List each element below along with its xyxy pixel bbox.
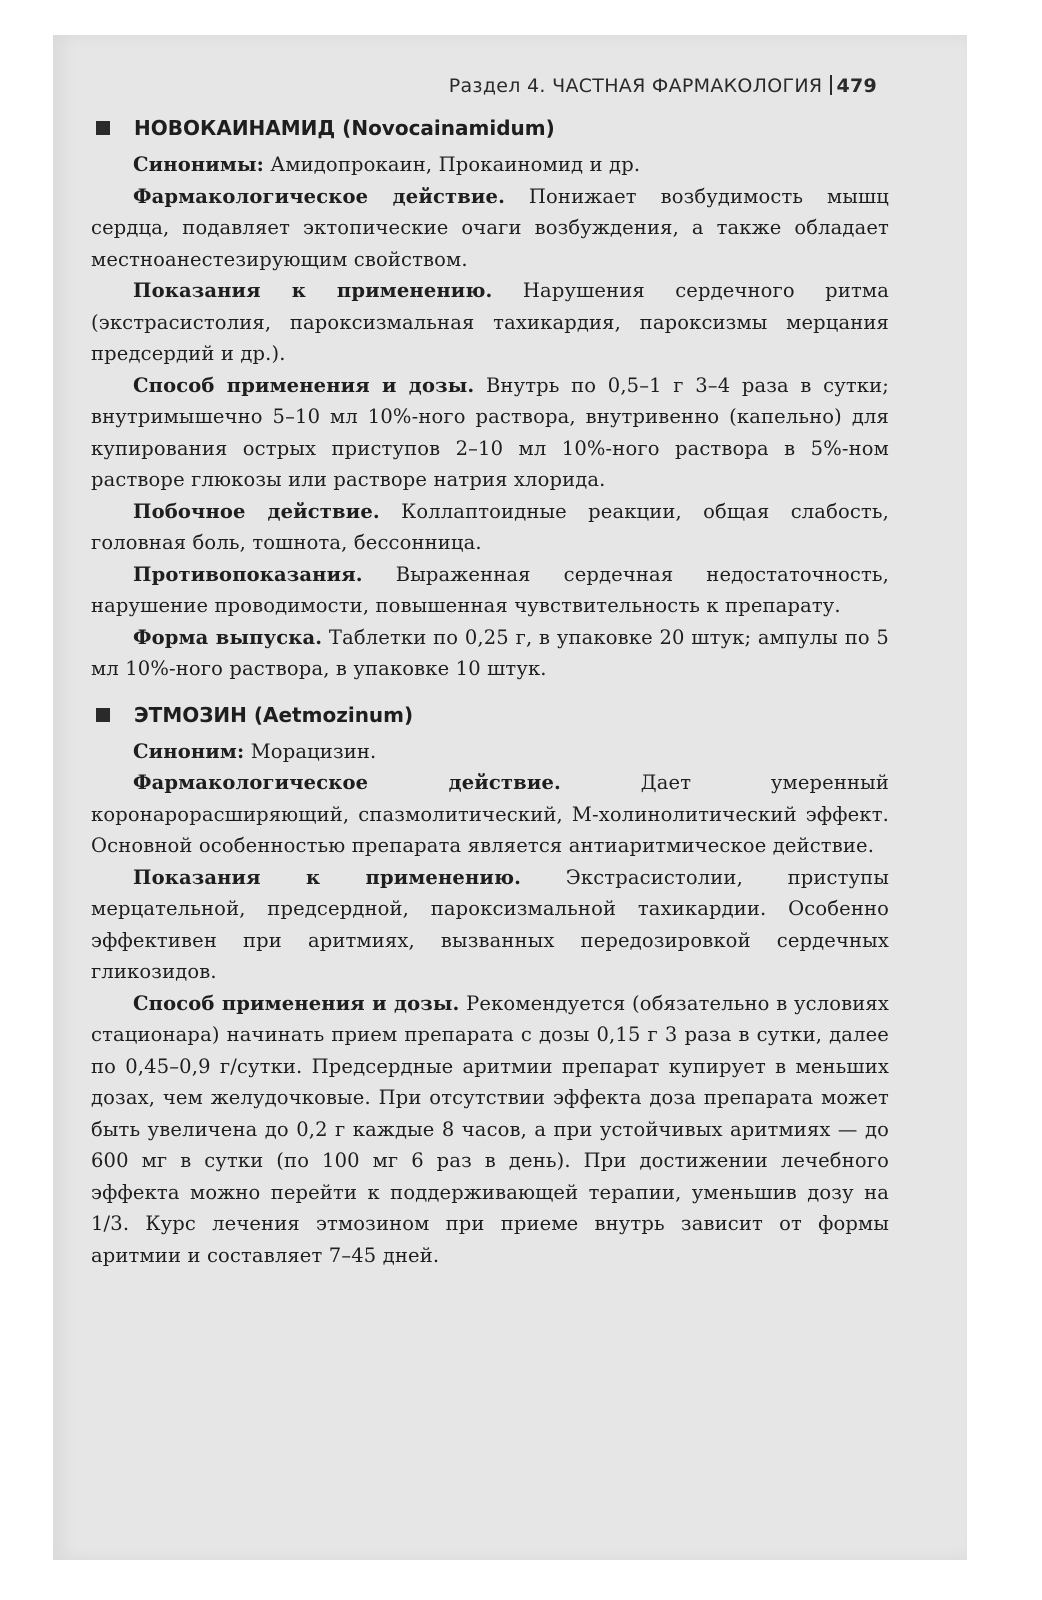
paragraph-release-form: Форма выпуска. Таблетки по 0,25 г, в упаковке 20 штук; ампулы по 5 мл 10%-ного раствора, в упаковке 10 штук.	[91, 625, 889, 680]
paragraph-synonyms: Синонимы: Амидопрокаин, Прокаиномид и др.	[133, 153, 641, 176]
paragraph-dosage: Способ применения и дозы. Внутрь по 0,5–1 г 3–4 раза в сутки; внутримышечно 5–10 мл 10%-ного раствора, внутривенно (капельно) для купирования острых приступов 2–10 мл 10%-ного раствора в 5%-ном растворе глюкозы или растворе натрия хлорида.	[91, 373, 889, 491]
header-divider	[830, 75, 832, 95]
paragraph-pharmacological-action: Фармакологическое действие. Понижает возбудимость мышц сердца, подавляет эктопические очаги возбуждения, а также обладает местноанестезирующим свойством.	[91, 184, 889, 271]
paragraph-pharmacological-action: Фармакологическое действие. Дает умеренный коронарорасширяющий, спазмолитический, М-холинолитический эффект. Основной особенностью препарата является антиаритмическое действие.	[91, 771, 889, 857]
paragraph-side-effects: Побочное действие. Коллаптоидные реакции, общая слабость, головная боль, тошнота, бессонница.	[91, 499, 889, 554]
book-page	[53, 35, 967, 1560]
running-head	[449, 75, 877, 97]
page-number: 479	[836, 75, 877, 97]
drug-title-novocainamid: НОВОКАИНАМИД (Novocainamidum)	[91, 113, 889, 143]
paragraph-indications: Показания к применению. Нарушения сердечного ритма (экстрасистолия, пароксизмальная тахикардия, пароксизмы мерцания предсердий и др.).	[91, 279, 889, 365]
paragraph-dosage: Способ применения и дозы. Рекомендуется (обязательно в условиях стационара) начинать прием препарата с дозы 0,15 г 3 раза в сутки, далее по 0,45–0,9 г/сутки. Предсердные аритмии препарат купирует в меньших дозах, чем желудочковые. При отсутствии эффекта доза препарата может быть увеличена до 0,2 г каждые 8 часов, а при устойчивых аритмиях — до 600 мг в сутки (по 100 мг 6 раз в день). При достижении лечебного эффекта можно перейти к поддерживающей терапии, уменьшив дозу на 1/3. Курс лечения этмозином при приеме внутрь зависит от формы аритмии и составляет 7–45 дней.	[91, 991, 889, 1267]
section-title: Раздел 4. ЧАСТНАЯ ФАРМАКОЛОГИЯ	[448, 75, 823, 97]
square-bullet-icon	[96, 708, 110, 722]
square-bullet-icon	[96, 121, 110, 135]
drug-title-etmozin: ЭТМОЗИН (Aetmozinum)	[91, 700, 889, 730]
paragraph-contraindications: Противопоказания. Выраженная сердечная недостаточность, нарушение проводимости, повышенная чувствительность к препарату.	[91, 562, 889, 617]
paragraph-synonyms: Синоним: Морацизин.	[133, 739, 377, 763]
page-content	[91, 113, 889, 1271]
paragraph-indications: Показания к применению. Экстрасистолии, приступы мерцательной, предсердной, пароксизмальной тахикардии. Особенно эффективен при аритмиях, вызванных передозировкой сердечных гликозидов.	[91, 865, 889, 983]
